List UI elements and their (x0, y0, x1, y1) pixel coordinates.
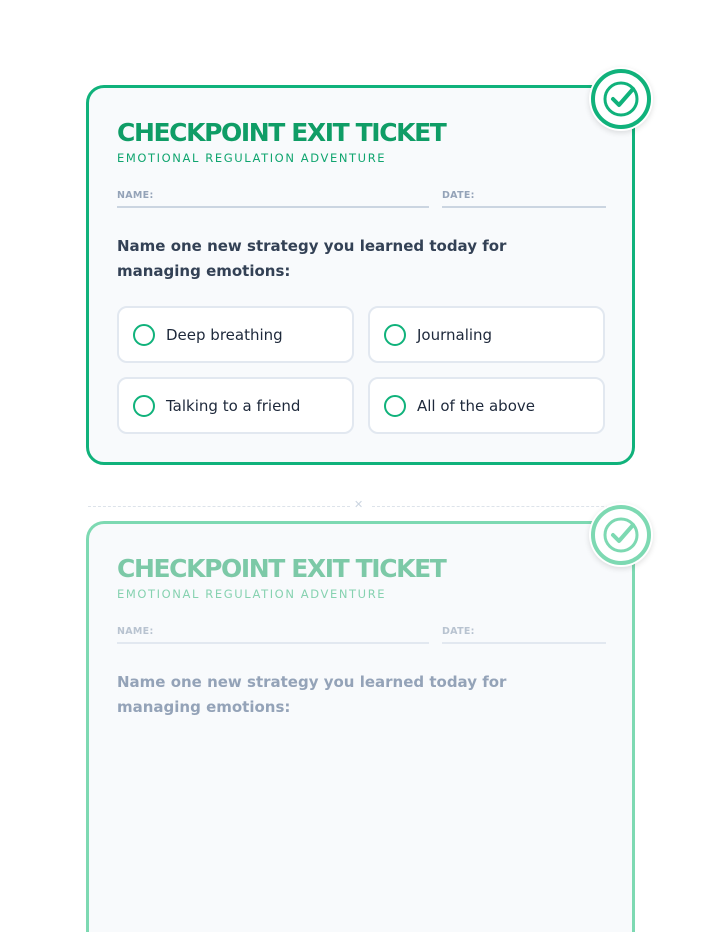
ticket-subtitle: EMOTIONAL REGULATION ADVENTURE (117, 151, 387, 165)
check-circle-icon (589, 67, 653, 131)
radio-empty-icon[interactable] (133, 324, 155, 346)
question-text: Name one new strategy you learned today for managing emotions: (117, 673, 507, 716)
option-label: Journaling (417, 325, 493, 344)
option-label: All of the above (417, 396, 535, 415)
option-deep-breathing[interactable] (117, 306, 354, 363)
radio-empty-icon[interactable] (384, 395, 406, 417)
name-label: NAME: (117, 626, 154, 637)
option-all-of-the-above[interactable] (368, 377, 605, 434)
name-field[interactable] (117, 206, 429, 208)
date-label: DATE: (442, 190, 475, 201)
radio-empty-icon[interactable] (133, 395, 155, 417)
date-field[interactable] (442, 642, 606, 644)
question-text: Name one new strategy you learned today for managing emotions: (117, 237, 507, 280)
name-field[interactable] (117, 642, 429, 644)
ticket-subtitle: EMOTIONAL REGULATION ADVENTURE (117, 587, 387, 601)
exit-ticket-card (86, 85, 635, 465)
option-talking-to-friend[interactable] (117, 377, 354, 434)
exit-ticket-card-copy (86, 521, 635, 932)
cut-line-left (88, 506, 350, 507)
radio-empty-icon[interactable] (384, 324, 406, 346)
date-field[interactable] (442, 206, 606, 208)
date-label: DATE: (442, 626, 475, 637)
scissors-icon: ✕ (354, 498, 364, 511)
option-journaling[interactable] (368, 306, 605, 363)
option-label: Deep breathing (166, 325, 283, 344)
name-label: NAME: (117, 190, 154, 201)
ticket-title: CHECKPOINT EXIT TICKET (117, 554, 446, 583)
check-circle-icon (589, 503, 653, 567)
option-label: Talking to a friend (166, 396, 301, 415)
ticket-title: CHECKPOINT EXIT TICKET (117, 118, 446, 147)
